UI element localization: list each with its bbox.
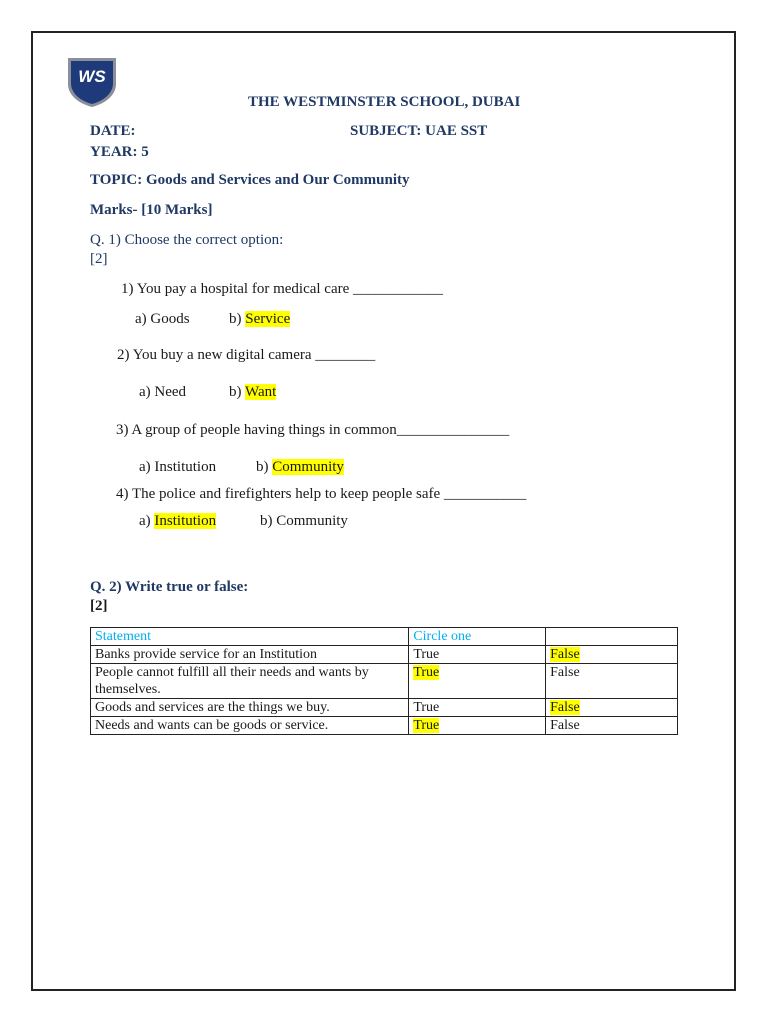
school-logo	[66, 56, 118, 108]
true-cell	[409, 646, 546, 664]
q1-item-4-answer: Institution	[154, 513, 217, 529]
statement-cell: People cannot fulfill all their needs and wants by themselves.	[91, 664, 409, 699]
q1-item-3-option-b: b) Community	[256, 459, 344, 475]
table-row	[91, 646, 678, 664]
statement-cell: Goods and services are the things we buy.	[91, 699, 409, 717]
q1-item-3-question: 3) A group of people having things in common_______________	[116, 422, 510, 438]
table-row	[91, 717, 678, 735]
false-cell	[546, 699, 678, 717]
q2-marks: [2]	[90, 598, 108, 614]
q1-item-3-option-a: a) Institution	[139, 459, 217, 475]
statement-cell: Banks provide service for an Institution	[91, 646, 409, 664]
subject-label: SUBJECT: UAE SST	[350, 123, 488, 139]
marks-label: Marks- [10 Marks]	[90, 202, 213, 218]
true-cell	[409, 664, 546, 699]
school-title: THE WESTMINSTER SCHOOL, DUBAI	[248, 94, 521, 110]
table-header-empty	[546, 628, 678, 646]
true-option-selected: True	[413, 665, 440, 680]
q1-item-4-option-b: b) Community	[260, 513, 348, 529]
true-false-table	[90, 627, 678, 735]
q1-item-2-option-a: a) Need	[139, 384, 187, 400]
true-option-selected: True	[413, 718, 440, 733]
q1-item-3-answer: Community	[272, 459, 344, 475]
false-cell	[546, 646, 678, 664]
q1-item-1-answer: Service	[245, 311, 291, 327]
logo-text: WS	[78, 67, 106, 86]
true-cell	[409, 699, 546, 717]
false-option-selected: False	[550, 647, 580, 662]
true-option: True	[413, 647, 440, 662]
q1-item-1-option-a: a) Goods	[135, 311, 190, 327]
q1-item-2-question: 2) You buy a new digital camera ________	[117, 347, 376, 363]
false-cell	[546, 664, 678, 699]
false-option-selected: False	[550, 700, 580, 715]
q2-title: Q. 2) Write true or false:	[90, 579, 249, 595]
false-option: False	[550, 718, 580, 733]
false-option: False	[550, 665, 580, 680]
q1-item-4-option-a: a) Institution	[139, 513, 217, 529]
table-row	[91, 699, 678, 717]
q1-title: Q. 1) Choose the correct option:	[90, 232, 284, 248]
q1-item-2-option-b: b) Want	[229, 384, 277, 400]
table-header-row	[91, 628, 678, 646]
q1-marks: [2]	[90, 251, 108, 267]
table-header-statement: Statement	[91, 628, 409, 646]
statement-cell: Needs and wants can be goods or service.	[91, 717, 409, 735]
true-cell	[409, 717, 546, 735]
date-label: DATE:	[90, 123, 136, 139]
topic-label: TOPIC: Goods and Services and Our Community	[90, 172, 410, 188]
table-row	[91, 664, 678, 699]
year-label: YEAR: 5	[90, 144, 149, 160]
false-cell	[546, 717, 678, 735]
q1-item-4-question: 4) The police and firefighters help to keep people safe ___________	[116, 486, 527, 502]
true-option: True	[413, 700, 440, 715]
table-header-circle-one: Circle one	[409, 628, 546, 646]
q1-item-1-question: 1) You pay a hospital for medical care ____________	[121, 281, 444, 297]
q1-item-2-answer: Want	[244, 384, 277, 400]
q1-item-1-option-b: b) Service	[229, 311, 291, 327]
